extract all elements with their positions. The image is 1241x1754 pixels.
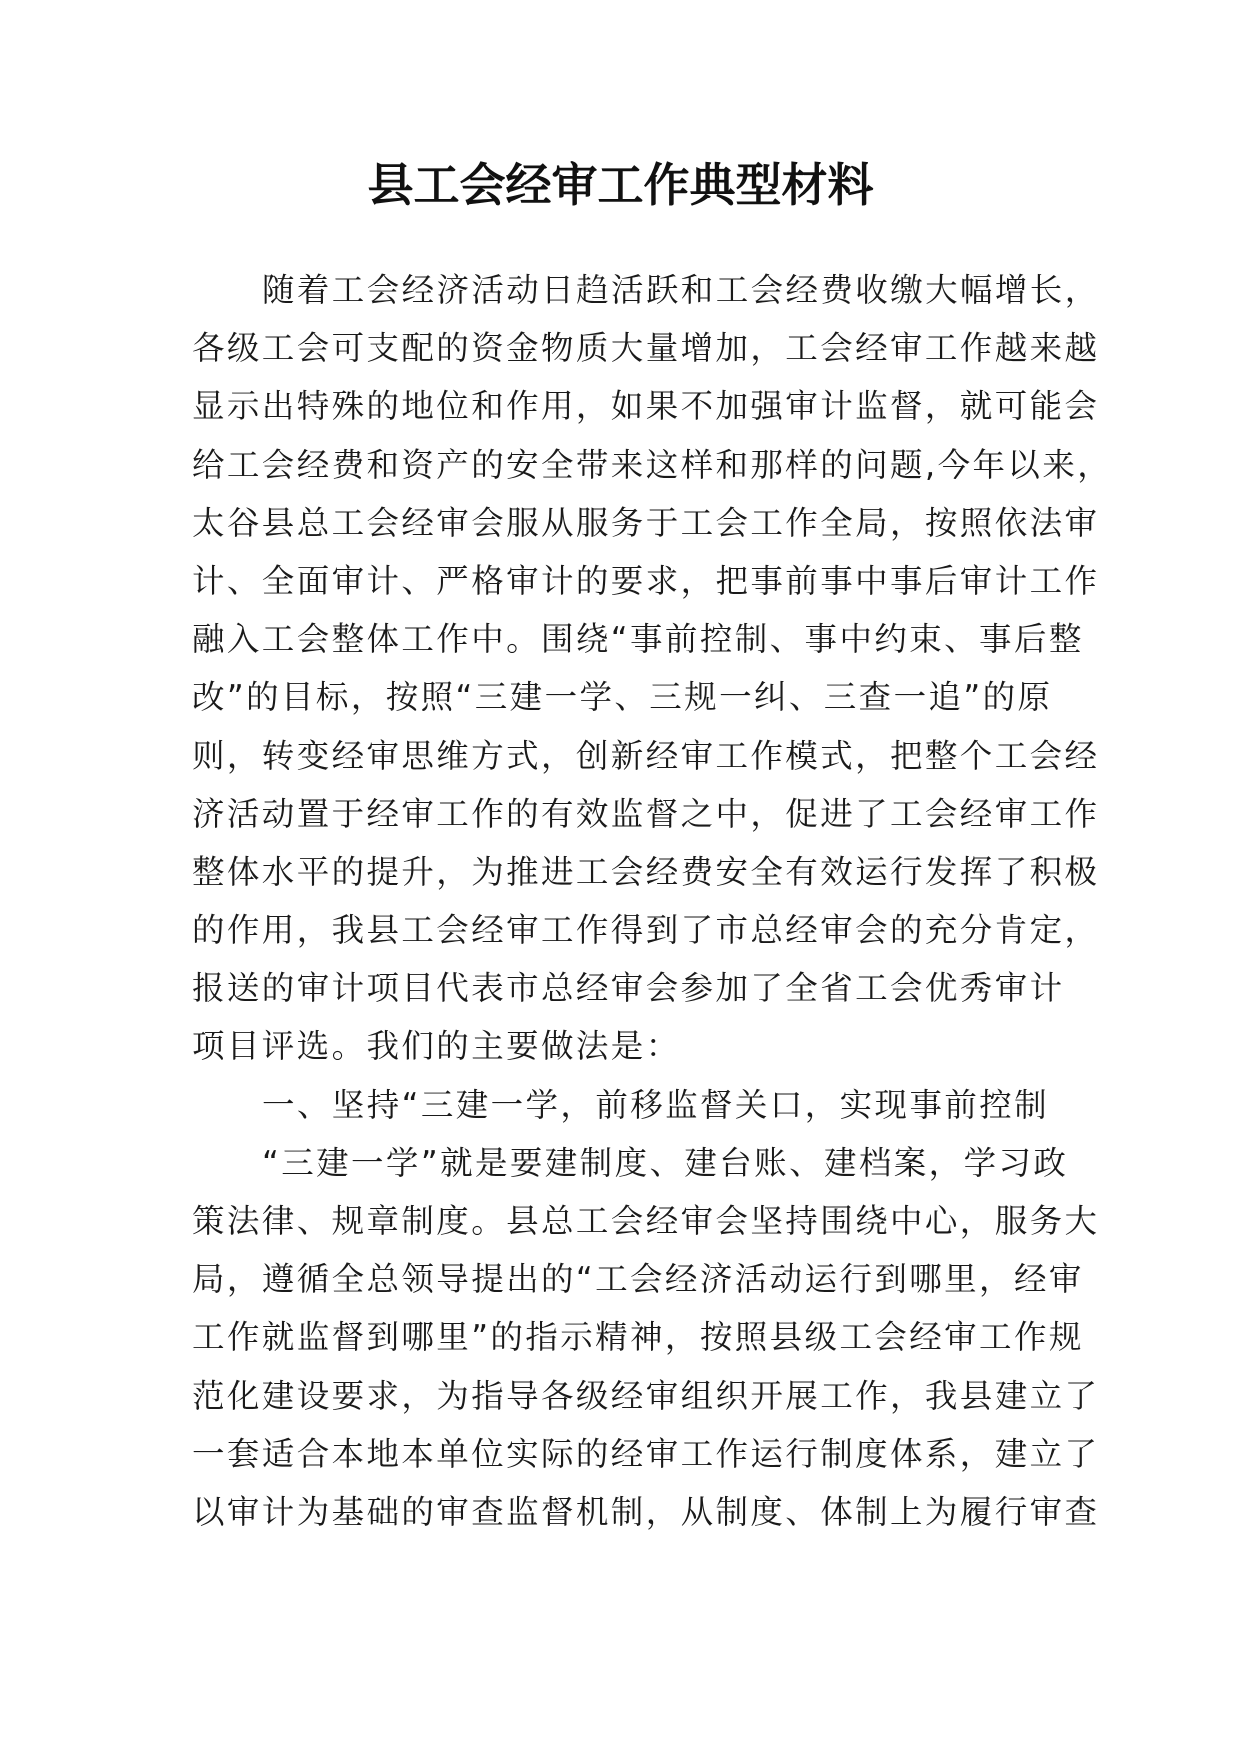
document-body [192, 261, 1113, 1541]
text-line: 项目评选。我们的主要做法是： [192, 1027, 681, 1066]
text-line: 策法律、规章制度。县总工会经审会坚持围绕中心，服务大 [192, 1202, 1100, 1240]
text-line: “三建一学”就是要建制度、建台账、建档案，学习政 [262, 1143, 1069, 1182]
text-line: 各级工会可支配的资金物质大量增加，工会经审工作越来越 [192, 329, 1100, 368]
document-title: 县工会经审工作典型材料 [367, 158, 874, 212]
text-line: 报送的审计项目代表市总经审会参加了全省工会优秀审计 [192, 969, 1065, 1008]
text-line: 显示出特殊的地位和作用，如果不加强审计监督，就可能会 [192, 387, 1100, 426]
text-line: 给工会经费和资产的安全带来这样和那样的问题,今年以来， [192, 445, 1113, 484]
section-heading: 一、坚持“三建一学，前移监督关口，实现事前控制 [262, 1085, 1050, 1124]
text-line: 改”的目标，按照“三建一学、三规一纠、三查一追”的原 [192, 678, 1053, 717]
text-line: 一套适合本地本单位实际的经审工作运行制度体系，建立了 [192, 1434, 1100, 1473]
text-line: 济活动置于经审工作的有效监督之中，促进了工会经审工作 [192, 794, 1100, 833]
text-line: 计、全面审计、严格审计的要求，把事前事中事后审计工作 [192, 561, 1100, 600]
text-line: 则，转变经审思维方式，创新经审工作模式，把整个工会经 [192, 736, 1100, 775]
text-line: 整体水平的提升，为推进工会经费安全有效运行发挥了积极 [192, 852, 1100, 891]
text-line: 随着工会经济活动日趋活跃和工会经费收缴大幅增长， [262, 271, 1100, 309]
text-line: 的作用，我县工会经审工作得到了市总经审会的充分肯定， [192, 911, 1100, 950]
text-line: 局，遵循全总领导提出的“工会经济活动运行到哪里，经审 [192, 1260, 1084, 1299]
text-line: 融入工会整体工作中。围绕“事前控制、事中约束、事后整 [192, 620, 1084, 659]
text-line: 范化建设要求，为指导各级经审组织开展工作，我县建立了 [192, 1376, 1100, 1415]
text-line: 以审计为基础的审查监督机制，从制度、体制上为履行审查 [192, 1492, 1100, 1531]
text-line: 太谷县总工会经审会服从服务于工会工作全局，按照依法审 [192, 503, 1100, 542]
text-line: 工作就监督到哪里”的指示精神，按照县级工会经审工作规 [192, 1318, 1084, 1357]
